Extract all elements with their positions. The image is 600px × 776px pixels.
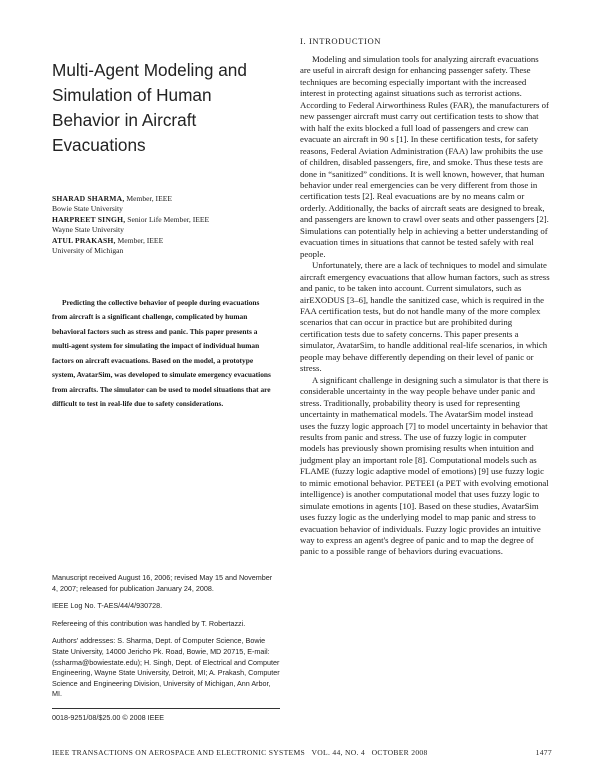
left-column xyxy=(52,58,274,412)
author-affiliation: Wayne State University xyxy=(52,224,124,234)
footnotes xyxy=(52,573,280,731)
section-heading: I. INTRODUCTION xyxy=(300,36,382,46)
page-footer xyxy=(52,748,552,757)
ieee-log-number: IEEE Log No. T-AES/44/4/930728. xyxy=(52,601,163,611)
author-entry xyxy=(52,236,274,255)
refereeing-note: Refereeing of this contribution was handled by T. Robertazzi. xyxy=(52,618,246,628)
journal-name: IEEE TRANSACTIONS ON AEROSPACE AND ELECTRONIC SYSTEMS VOL. 44, NO. 4 OCTOBER 2008 xyxy=(52,748,428,757)
author-entry xyxy=(52,215,274,234)
abstract: Predicting the collective behavior of people during evacuations from aircraft is a significant challenge, complicated by human behavioral factors such as stress and panic. This paper presents a multi-agent system for simulating the impact of individual human factors on aircraft evacuations. Based on the model, a prototype system, AvatarSim, was developed to simulate emergency evacuations from aircrafts. The simulator can be used to model situations that are difficult to test in real-life due to safety considerations. xyxy=(52,297,271,409)
author-role: Member, IEEE xyxy=(115,236,164,246)
divider xyxy=(52,708,280,709)
author-name: SHARAD SHARMA, xyxy=(52,194,125,203)
manuscript-received-note: Manuscript received August 16, 2006; revised May 15 and November 4, 2007; released for publication January 24, 2008. xyxy=(52,573,273,593)
body-paragraph: A significant challenge in designing such a simulator is that there is considerable uncertainty in the way people behave under panic and stress. Traditionally, probability theory is used for representing uncertainty in mathematical models. The AvatarSim model instead uses the fuzzy logic approach [7] to model uncertainty in behavior that results from panic and stress. The use of fuzzy logic in computer models has previously shown promising results when intuition and judgment play an important role [8]. Computational models such as FLAME (fuzzy logic adaptive model of emotions) [9] use fuzzy logic to mimic emotional behavior. PETEEI (a PET with evolving emotional intelligence) is another computational model that uses fuzzy logic to simulate emotions in agents [10]. Based on these studies, AvatarSim uses fuzzy logic as the underlying model to map panic and stress to evacuation behavior of individuals. Fuzzy logic provides an intuitive way to express an agent's degree of panic and to map the degree of panic to a possible range of behaviors during evacuations. xyxy=(300,374,549,557)
paper-title: Multi-Agent Modeling and Simulation of Human Behavior in Aircraft Evacuations xyxy=(52,60,247,155)
author-role: Senior Life Member, IEEE xyxy=(125,215,210,225)
authors-addresses: Authors' addresses: S. Sharma, Dept. of Computer Science, Bowie State University, 14000 Jericho Pk. Road, Bowie, MD 20715, E-mail: (ssharma@bowiestate.edu); H. Singh, Dept. of Electrical and Computer Engineering, Wayne State University, Detroit, MI; A. Prakash, Computer Science and Engineering Division, University of Michigan, Ann Arbor, MI. xyxy=(52,636,280,699)
author-affiliation: Bowie State University xyxy=(52,203,123,213)
body-paragraph: Modeling and simulation tools for analyzing aircraft evacuations are useful in aircraft design for enhancing passenger safety. These techniques are becoming especially important with the increased interest in protecting against situations such as terrorist actions. According to Federal Airworthiness Rules (FAR), the manufacturers of new passenger aircraft must carry out certification tests to show that with half the exits blocked a full load of passengers and crew can evacuate an aircraft in 90 s [1]. In these certification tests, for safety reasons, Federal Aviation Administration (FAA) law prohibits the use of children, disabled passengers, fire, and smoke. Thus these tests are done in “sanitized” conditions. It is well known, however, that human behavior under real emergencies can be very different from those in certification tests [2]. Real evacuations are by no means calm or orderly. Additionally, the backs of aircraft seats are designed to break, and passengers are known to crawl over seats and other passengers [2]. Simulations can potentially help in achieving a better understanding of evacuation times in situations that cannot be tested safely with real people. xyxy=(300,54,549,259)
copyright-line: 0018-9251/08/$25.00 © 2008 IEEE xyxy=(52,712,164,722)
author-name: ATUL PRAKASH, xyxy=(52,236,116,246)
introduction-body xyxy=(300,54,550,558)
body-paragraph: Unfortunately, there are a lack of techniques to model and simulate aircraft emergency evacuations that allow human factors, such as stress and panic, to be taken into account. Current simulators, such as airEXODUS [3–6], handle the sanitized case, which is required in the FAA certification tests, but do not handle many of the more complex scenarios that can occur in practice but are prohibited during certification tests due to safety concerns. This paper presents a simulator, AvatarSim, to handle additional real-life scenarios, in which people may behave differently depending on their level of panic or stress. xyxy=(300,260,550,374)
page-number: 1477 xyxy=(535,748,552,757)
author-entry xyxy=(52,194,274,213)
author-name: HARPREET SINGH, xyxy=(52,215,126,225)
right-column xyxy=(300,36,550,558)
author-affiliation: University of Michigan xyxy=(52,245,124,255)
author-role: Member, IEEE xyxy=(124,194,172,203)
